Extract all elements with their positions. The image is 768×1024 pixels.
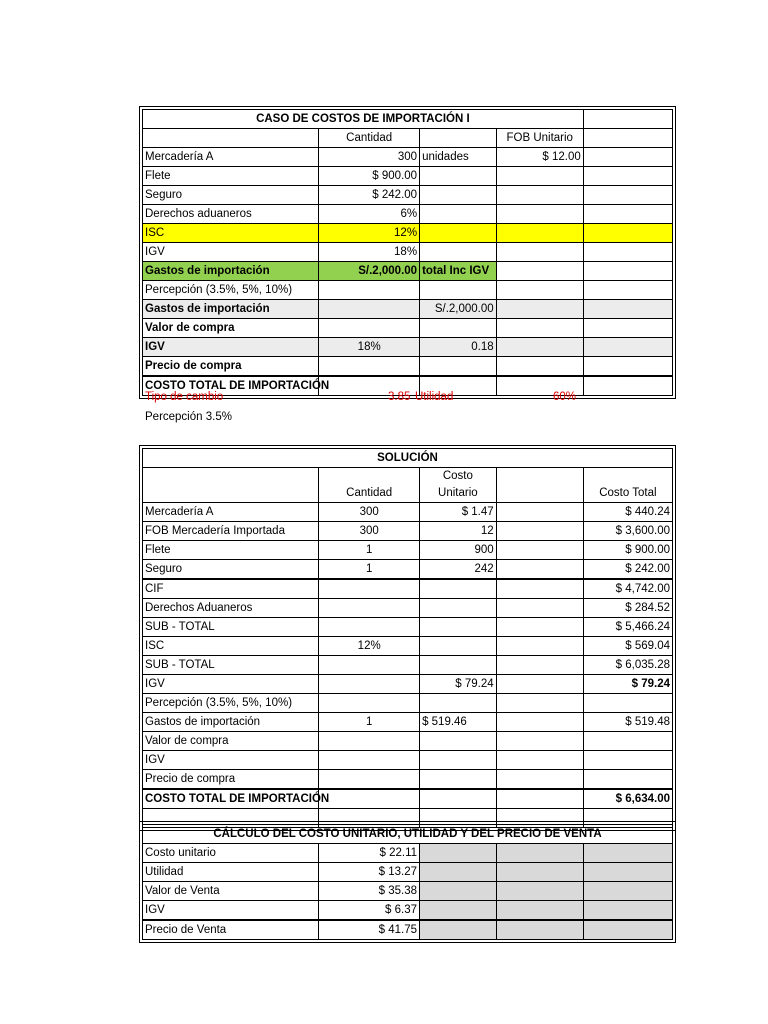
table-row — [143, 618, 673, 637]
cell[interactable] — [583, 863, 672, 882]
table-row — [143, 920, 673, 940]
row-label[interactable]: COSTO TOTAL DE IMPORTACIÓN — [143, 376, 319, 396]
cell-qty[interactable]: 1 — [319, 541, 420, 560]
cell-value[interactable]: $ 6.37 — [319, 901, 420, 921]
solution-table — [142, 448, 673, 828]
cell-qty[interactable] — [319, 579, 420, 599]
sale-price-table — [142, 824, 673, 940]
cell-unit[interactable] — [420, 770, 497, 790]
table-title[interactable]: CASO DE COSTOS DE IMPORTACIÓN I — [143, 110, 584, 129]
cell[interactable] — [583, 338, 672, 357]
cell[interactable] — [496, 751, 583, 770]
cell-total[interactable]: $ 900.00 — [583, 541, 672, 560]
header-costo-line2: Unitario — [438, 487, 478, 499]
cell[interactable] — [496, 186, 583, 205]
cell[interactable] — [420, 186, 497, 205]
cell[interactable] — [496, 770, 583, 790]
table-row — [143, 732, 673, 751]
cell-qty[interactable] — [319, 732, 420, 751]
cell[interactable] — [319, 357, 420, 377]
cell-value[interactable]: $ 35.38 — [319, 882, 420, 901]
cell[interactable] — [420, 844, 497, 863]
cell-total[interactable]: $ 79.24 — [583, 675, 672, 694]
cell[interactable] — [420, 167, 497, 186]
cell[interactable] — [583, 920, 672, 940]
table-row — [143, 541, 673, 560]
cell[interactable] — [496, 863, 583, 882]
cell-label[interactable]: Precio de Venta — [143, 920, 319, 940]
table-row — [143, 789, 673, 809]
cell[interactable] — [496, 503, 583, 522]
cell-unit[interactable]: 12 — [420, 522, 497, 541]
cell[interactable] — [496, 167, 583, 186]
table-row — [143, 751, 673, 770]
utilidad-label: Utilidad — [415, 391, 454, 403]
cell-total[interactable]: $ 3,600.00 — [583, 522, 672, 541]
row-label[interactable]: Derechos aduaneros — [143, 205, 319, 224]
table-row — [143, 637, 673, 656]
cell-qty[interactable] — [319, 656, 420, 675]
row-label[interactable]: Precio de compra — [143, 357, 319, 377]
header-costo-line1: Costo — [442, 470, 473, 482]
cell[interactable] — [420, 901, 497, 921]
table-title[interactable]: CÁLCULO DEL COSTO UNITARIO, UTILIDAD Y DEL PRECIO DE VENTA — [143, 825, 673, 844]
cell[interactable] — [583, 186, 672, 205]
cell-unit[interactable] — [420, 732, 497, 751]
header-cantidad[interactable]: Cantidad — [319, 129, 420, 148]
cell-total[interactable] — [583, 751, 672, 770]
cell[interactable] — [496, 694, 583, 713]
cell-unit[interactable] — [420, 694, 497, 713]
cell[interactable] — [496, 243, 583, 262]
cell-qty[interactable] — [319, 789, 420, 809]
table-row — [143, 844, 673, 863]
tipo-cambio-label: Tipo de cambio — [145, 391, 224, 403]
merc-qty[interactable]: 300 — [319, 148, 420, 167]
cell-unit[interactable] — [420, 579, 497, 599]
cell[interactable] — [496, 319, 583, 338]
cell-label[interactable]: Precio de compra — [143, 770, 319, 790]
cell-qty[interactable]: 300 — [319, 503, 420, 522]
cell-label[interactable]: FOB Mercadería Importada — [143, 522, 319, 541]
cell[interactable] — [496, 205, 583, 224]
cell-qty[interactable]: 1 — [319, 713, 420, 732]
cell[interactable] — [420, 920, 497, 940]
cell[interactable] — [420, 882, 497, 901]
gastos-note[interactable]: total Inc IGV — [420, 262, 497, 281]
table-row — [143, 560, 673, 580]
merc-fob[interactable]: $ 12.00 — [496, 148, 583, 167]
cell[interactable] — [496, 281, 583, 300]
cell-label[interactable]: Percepción (3.5%, 5%, 10%) — [143, 694, 319, 713]
cell-label[interactable]: Seguro — [143, 560, 319, 580]
cell-label[interactable]: Utilidad — [143, 863, 319, 882]
cell-label[interactable]: COSTO TOTAL DE IMPORTACIÓN — [143, 789, 319, 809]
cell[interactable] — [420, 863, 497, 882]
cell[interactable] — [496, 656, 583, 675]
cell[interactable] — [496, 618, 583, 637]
cell-value[interactable]: $ 41.75 — [319, 920, 420, 940]
cell-label[interactable]: Valor de compra — [143, 732, 319, 751]
cell-unit[interactable] — [420, 637, 497, 656]
cell-unit[interactable]: 242 — [420, 560, 497, 580]
cell-unit[interactable]: $ 519.46 — [420, 713, 497, 732]
cell-qty[interactable] — [319, 599, 420, 618]
cell-total[interactable]: $ 6,035.28 — [583, 656, 672, 675]
cell[interactable] — [319, 300, 420, 319]
cell-total[interactable] — [583, 770, 672, 790]
gastos2-value[interactable]: S/.2,000.00 — [420, 300, 497, 319]
cell[interactable] — [583, 262, 672, 281]
cell-unit[interactable] — [420, 789, 497, 809]
cell-label[interactable]: ISC — [143, 637, 319, 656]
cell[interactable] — [496, 357, 583, 377]
cell-total[interactable]: $ 284.52 — [583, 599, 672, 618]
cell-total[interactable] — [583, 732, 672, 751]
cell[interactable] — [496, 468, 583, 503]
table-row — [143, 503, 673, 522]
cell-qty[interactable] — [319, 770, 420, 790]
cell-total[interactable]: $ 6,634.00 — [583, 789, 672, 809]
cell-unit[interactable]: 900 — [420, 541, 497, 560]
cell[interactable] — [583, 129, 672, 148]
row-label[interactable]: ISC — [143, 224, 319, 243]
cell-label[interactable]: Derechos Aduaneros — [143, 599, 319, 618]
cell-label[interactable]: Costo unitario — [143, 844, 319, 863]
cell-label[interactable]: Gastos de importación — [143, 713, 319, 732]
cell[interactable] — [583, 205, 672, 224]
cell[interactable] — [496, 579, 583, 599]
table-row — [143, 863, 673, 882]
cell[interactable] — [583, 882, 672, 901]
cell-total[interactable]: $ 5,466.24 — [583, 618, 672, 637]
import-case-table — [142, 109, 673, 396]
cell[interactable] — [496, 599, 583, 618]
cell[interactable] — [496, 522, 583, 541]
cell-unit[interactable]: $ 79.24 — [420, 675, 497, 694]
cell[interactable] — [496, 882, 583, 901]
cell-qty[interactable]: 1 — [319, 560, 420, 580]
cell[interactable] — [496, 224, 583, 243]
cell-qty[interactable] — [319, 751, 420, 770]
cell-qty[interactable] — [319, 675, 420, 694]
row-label[interactable]: Flete — [143, 167, 319, 186]
percepcion-note: Percepción 3.5% — [145, 411, 232, 423]
cell[interactable] — [583, 357, 672, 377]
gastos-value[interactable]: S/.2,000.00 — [319, 262, 420, 281]
row-label[interactable]: Seguro — [143, 186, 319, 205]
cell-unit[interactable] — [420, 751, 497, 770]
row-label[interactable]: IGV — [143, 338, 319, 357]
cell[interactable] — [319, 281, 420, 300]
cell-total[interactable]: $ 242.00 — [583, 560, 672, 580]
header-costo-unitario[interactable] — [420, 468, 497, 503]
cell[interactable] — [143, 468, 319, 503]
cell-unit[interactable] — [420, 599, 497, 618]
cell[interactable] — [496, 262, 583, 281]
table-row — [143, 901, 673, 921]
flete-value[interactable]: $ 900.00 — [319, 167, 420, 186]
cell[interactable] — [496, 844, 583, 863]
cell[interactable] — [496, 732, 583, 751]
cell[interactable] — [496, 300, 583, 319]
table-row — [143, 675, 673, 694]
header-cantidad[interactable]: Cantidad — [319, 468, 420, 503]
cell-label[interactable]: IGV — [143, 901, 319, 921]
cell[interactable] — [420, 357, 497, 377]
cell-unit[interactable] — [420, 656, 497, 675]
cell[interactable] — [583, 224, 672, 243]
utilidad-value: 60% — [553, 391, 577, 403]
row-label[interactable]: Valor de compra — [143, 319, 319, 338]
cell-qty[interactable] — [319, 618, 420, 637]
cell[interactable] — [496, 920, 583, 940]
cell[interactable] — [583, 376, 672, 396]
table-row — [143, 694, 673, 713]
cell[interactable] — [496, 901, 583, 921]
table-row — [143, 579, 673, 599]
cell[interactable] — [583, 167, 672, 186]
cell[interactable] — [583, 319, 672, 338]
cell-unit[interactable]: $ 1.47 — [420, 503, 497, 522]
cell-total[interactable]: $ 4,742.00 — [583, 579, 672, 599]
cell-label[interactable]: Flete — [143, 541, 319, 560]
cell[interactable] — [496, 675, 583, 694]
seguro-value[interactable]: $ 242.00 — [319, 186, 420, 205]
header-fob-unitario[interactable]: FOB Unitario — [496, 129, 583, 148]
cell[interactable] — [583, 110, 672, 129]
cell[interactable] — [496, 338, 583, 357]
cell[interactable] — [143, 129, 319, 148]
cell[interactable] — [496, 541, 583, 560]
table-row — [143, 713, 673, 732]
cell-label[interactable]: SUB - TOTAL — [143, 618, 319, 637]
header-costo-total[interactable]: Costo Total — [583, 468, 672, 503]
cell[interactable] — [420, 129, 497, 148]
cell[interactable] — [583, 243, 672, 262]
cell[interactable] — [496, 560, 583, 580]
table-row — [143, 770, 673, 790]
cell-qty[interactable]: 12% — [319, 637, 420, 656]
cell[interactable] — [420, 243, 497, 262]
cell-unit[interactable] — [420, 618, 497, 637]
isc-value[interactable]: 12% — [319, 224, 420, 243]
cell[interactable] — [583, 281, 672, 300]
cell-label[interactable]: SUB - TOTAL — [143, 656, 319, 675]
cell[interactable] — [420, 224, 497, 243]
row-label[interactable]: Gastos de importación — [143, 262, 319, 281]
cell-total[interactable]: $ 569.04 — [583, 637, 672, 656]
table-row — [143, 599, 673, 618]
cell[interactable] — [583, 300, 672, 319]
cell[interactable] — [420, 319, 497, 338]
table-row — [143, 522, 673, 541]
cell-label[interactable]: IGV — [143, 675, 319, 694]
cell[interactable] — [583, 844, 672, 863]
cell-qty[interactable] — [319, 694, 420, 713]
cell[interactable] — [319, 319, 420, 338]
tipo-cambio-value: 3.85 — [388, 391, 411, 403]
igv2-pct[interactable]: 18% — [319, 338, 420, 357]
cell[interactable] — [420, 281, 497, 300]
cell[interactable] — [583, 901, 672, 921]
cell[interactable] — [583, 148, 672, 167]
cell-label[interactable]: CIF — [143, 579, 319, 599]
cell-qty[interactable]: 300 — [319, 522, 420, 541]
igv2-decimal[interactable]: 0.18 — [420, 338, 497, 357]
cell[interactable] — [420, 205, 497, 224]
cell-value[interactable]: $ 13.27 — [319, 863, 420, 882]
cell-total[interactable] — [583, 694, 672, 713]
igv-value[interactable]: 18% — [319, 243, 420, 262]
row-label[interactable]: Mercadería A — [143, 148, 319, 167]
cell-total[interactable]: $ 519.48 — [583, 713, 672, 732]
merc-unit[interactable]: unidades — [420, 148, 497, 167]
cell[interactable] — [496, 637, 583, 656]
table-row — [143, 656, 673, 675]
row-label[interactable]: IGV — [143, 243, 319, 262]
cell[interactable] — [496, 713, 583, 732]
table-row — [143, 882, 673, 901]
table-title[interactable]: SOLUCIÓN — [143, 449, 673, 468]
cell-label[interactable]: Valor de Venta — [143, 882, 319, 901]
cell-label[interactable]: IGV — [143, 751, 319, 770]
row-label[interactable]: Percepción (3.5%, 5%, 10%) — [143, 281, 319, 300]
cell-value[interactable]: $ 22.11 — [319, 844, 420, 863]
row-label[interactable]: Gastos de importación — [143, 300, 319, 319]
cell-label[interactable]: Mercadería A — [143, 503, 319, 522]
derechos-value[interactable]: 6% — [319, 205, 420, 224]
cell-total[interactable]: $ 440.24 — [583, 503, 672, 522]
cell[interactable] — [496, 789, 583, 809]
